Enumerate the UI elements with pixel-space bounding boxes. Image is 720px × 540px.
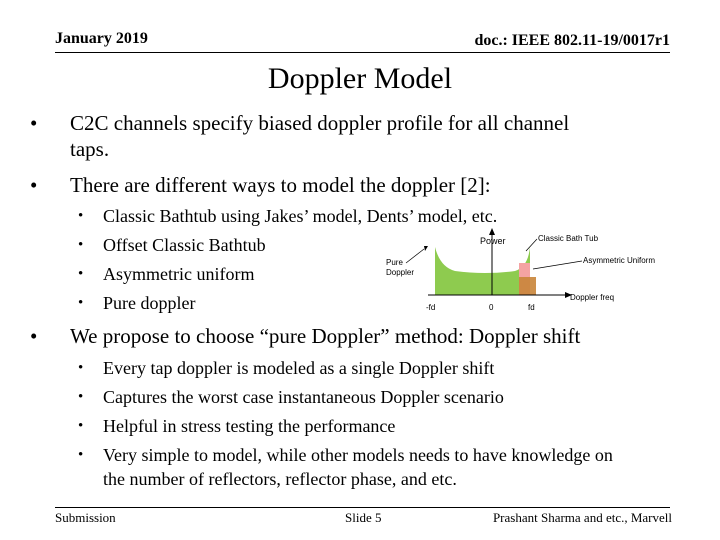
- slide-title: Doppler Model: [267, 62, 453, 95]
- pure-doppler-shape: [519, 277, 536, 295]
- bullet-dot: •: [78, 389, 84, 405]
- pure-doppler-pointer: [406, 249, 424, 263]
- subbullet-asym-text: Asymmetric uniform: [103, 264, 255, 284]
- doppler-freq-label: Doppler freq: [570, 293, 615, 302]
- asymmetric-uniform-label: Asymmetric Uniform: [583, 256, 656, 265]
- footer-slide-number: Slide 5: [345, 510, 382, 525]
- pure-doppler-label-line2: Doppler: [386, 268, 415, 277]
- subbullet-pure-text: Pure doppler: [103, 293, 196, 313]
- tick-label-fd: fd: [528, 303, 535, 312]
- asymmetric-uniform-pointer: [533, 261, 582, 269]
- subbullet-simple-model-line1: Very simple to model, while other models needs to have knowledge on: [103, 445, 613, 465]
- bullet-dot: •: [78, 360, 84, 376]
- bullet-c2c-line1: C2C channels specify biased doppler profile for all channel: [70, 111, 570, 135]
- bullet-dot: •: [78, 295, 84, 311]
- subbullet-simple-model-line2: the number of reflectors, reflector phase, and etc.: [103, 469, 457, 489]
- classic-bathtub-shape: [435, 247, 530, 295]
- header-rule: [55, 52, 670, 53]
- bullet-propose-text: We propose to choose “pure Doppler” method: Doppler shift: [70, 324, 581, 348]
- bullet-dot: •: [78, 418, 84, 434]
- bullet-dot: •: [30, 324, 38, 348]
- footer-submission: Submission: [55, 510, 116, 525]
- bullet-dot: •: [30, 111, 38, 135]
- power-label: Power: [480, 236, 506, 246]
- classic-bathtub-label: Classic Bath Tub: [538, 234, 599, 243]
- bullet-dot: •: [30, 173, 38, 197]
- subbullet-classic-text: Classic Bathtub using Jakes’ model, Dents’ model, etc.: [103, 206, 498, 226]
- subbullet-offset-text: Offset Classic Bathtub: [103, 235, 266, 255]
- bullet-doppler-ways-text: There are different ways to model the doppler [2]:: [70, 173, 491, 197]
- bullet-dot: •: [78, 266, 84, 282]
- subbullet-single-shift-text: Every tap doppler is modeled as a single Doppler shift: [103, 358, 495, 378]
- header-doc-id: doc.: IEEE 802.11-19/0017r1: [474, 32, 670, 49]
- pure-doppler-arrow-icon: [424, 246, 428, 251]
- subbullet-stress-testing-text: Helpful in stress testing the performance: [103, 416, 396, 436]
- bullet-dot: •: [78, 447, 84, 463]
- tick-label-neg-fd: -fd: [426, 303, 436, 312]
- classic-bathtub-pointer: [526, 239, 537, 251]
- bullet-dot: •: [78, 237, 84, 253]
- subbullet-worst-case-text: Captures the worst case instantaneous Doppler scenario: [103, 387, 504, 407]
- pure-doppler-label-line1: Pure: [386, 258, 403, 267]
- power-axis-arrow-icon: [489, 228, 495, 235]
- header-date: January 2019: [55, 30, 148, 47]
- footer-rule: [55, 507, 670, 508]
- tick-label-zero: 0: [489, 303, 494, 312]
- bullet-c2c-line2: taps.: [70, 137, 110, 161]
- doppler-spectrum-diagram: [380, 225, 690, 317]
- footer-author: Prashant Sharma and etc., Marvell: [492, 510, 672, 525]
- bullet-dot: •: [78, 208, 84, 224]
